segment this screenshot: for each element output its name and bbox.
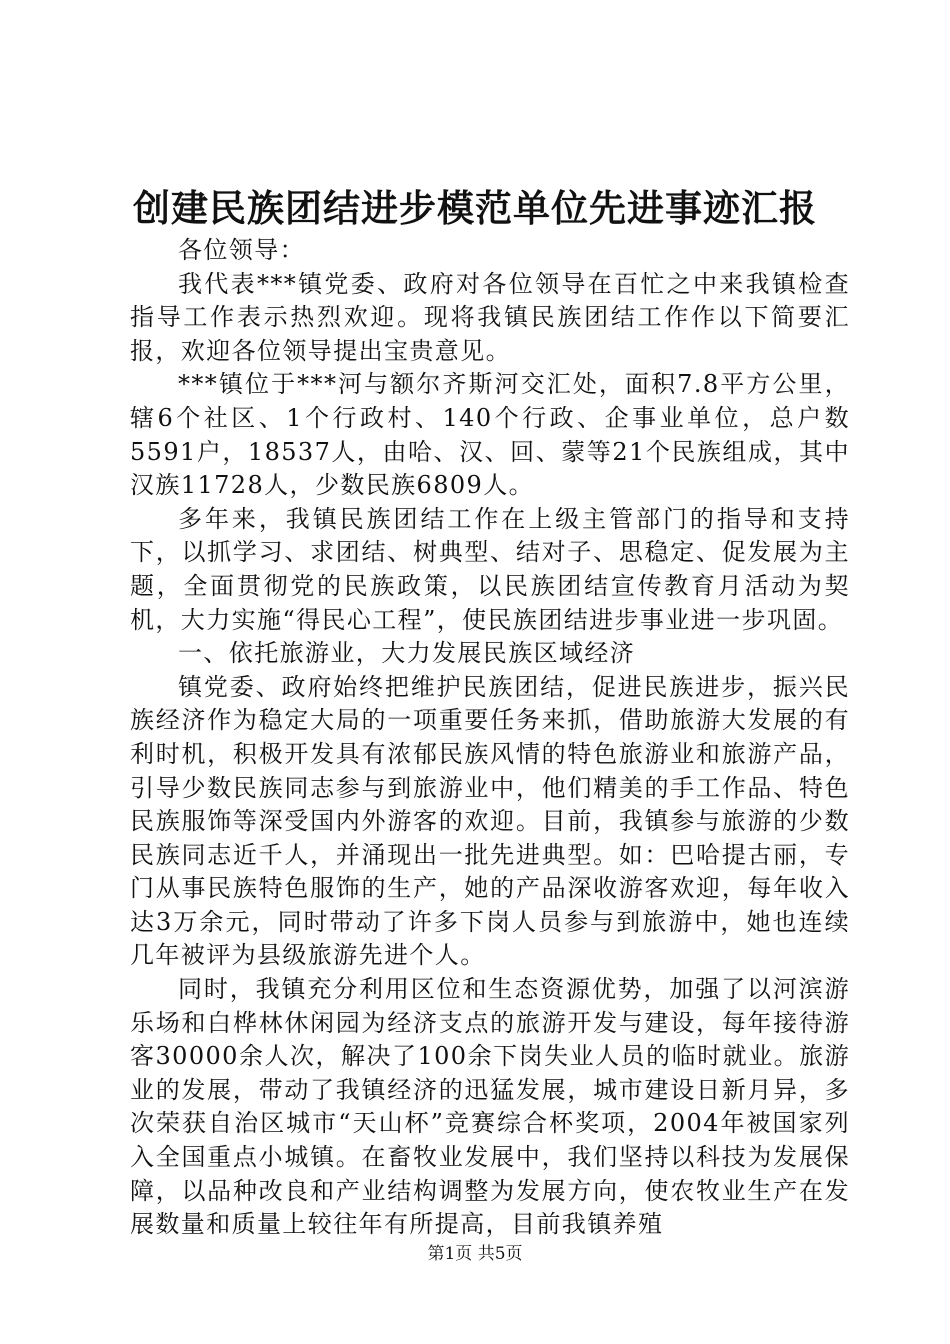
- document-title: 创建民族团结进步模范单位先进事迹汇报: [133, 186, 817, 230]
- section-heading: 一、依托旅游业，大力发展民族区域经济: [178, 639, 636, 668]
- paragraph-overview: ***镇位于***河与额尔齐斯河交汇处，面积7.8平方公里，辖6个社区、1个行政村、140个行政、企事业单位，总户数5591户，18537人，由哈、汉、回、蒙等21个民族组成，其中汉族11728人，少数民族6809人。: [130, 370, 850, 500]
- page-footer: 第1页 共5页: [427, 1244, 523, 1264]
- paragraph-intro: 我代表***镇党委、政府对各位领导在百忙之中来我镇检查指导工作表示热烈欢迎。现将我镇民族团结工作作以下简要汇报，欢迎各位领导提出宝贵意见。: [130, 269, 850, 365]
- paragraph-summary: 多年来，我镇民族团结工作在上级主管部门的指导和支持下，以抓学习、求团结、树典型、结对子、思稳定、促发展为主题，全面贯彻党的民族政策，以民族团结宣传教育月活动为契机，大力实施“得民心工程”，使民族团结进步事业进一步巩固。: [130, 504, 850, 634]
- paragraph-development: 同时，我镇充分利用区位和生态资源优势，加强了以河滨游乐场和白桦林休闲园为经济支点的旅游开发与建设，每年接待游客30000余人次，解决了100余下岗失业人员的临时就业。旅游业的发展，带动了我镇经济的迅猛发展，城市建设日新月异，多次荣获自治区城市“天山杯”竞赛综合杯奖项，2004年被国家列入全国重点小城镇。在畜牧业发展中，我们坚持以科技为发展保障，以品种改良和产业结构调整为发展方向，使农牧业生产在发展数量和质量上较往年有所提高，目前我镇养殖: [130, 975, 850, 1239]
- document-body: [130, 234, 850, 1242]
- paragraph-tourism: 镇党委、政府始终把维护民族团结，促进民族进步，振兴民族经济作为稳定大局的一项重要任务来抓，借助旅游大发展的有利时机，积极开发具有浓郁民族风情的特色旅游业和旅游产品，引导少数民族同志参与到旅游业中，他们精美的手工作品、特色民族服饰等深受国内外游客的欢迎。目前，我镇参与旅游的少数民族同志近千人，并涌现出一批先进典型。如：巴哈提古丽，专门从事民族特色服饰的生产，她的产品深收游客欢迎，每年收入达3万余元，同时带动了许多下岗人员参与到旅游中，她也连续几年被评为县级旅游先进个人。: [130, 672, 850, 970]
- salutation: 各位领导：: [178, 236, 305, 264]
